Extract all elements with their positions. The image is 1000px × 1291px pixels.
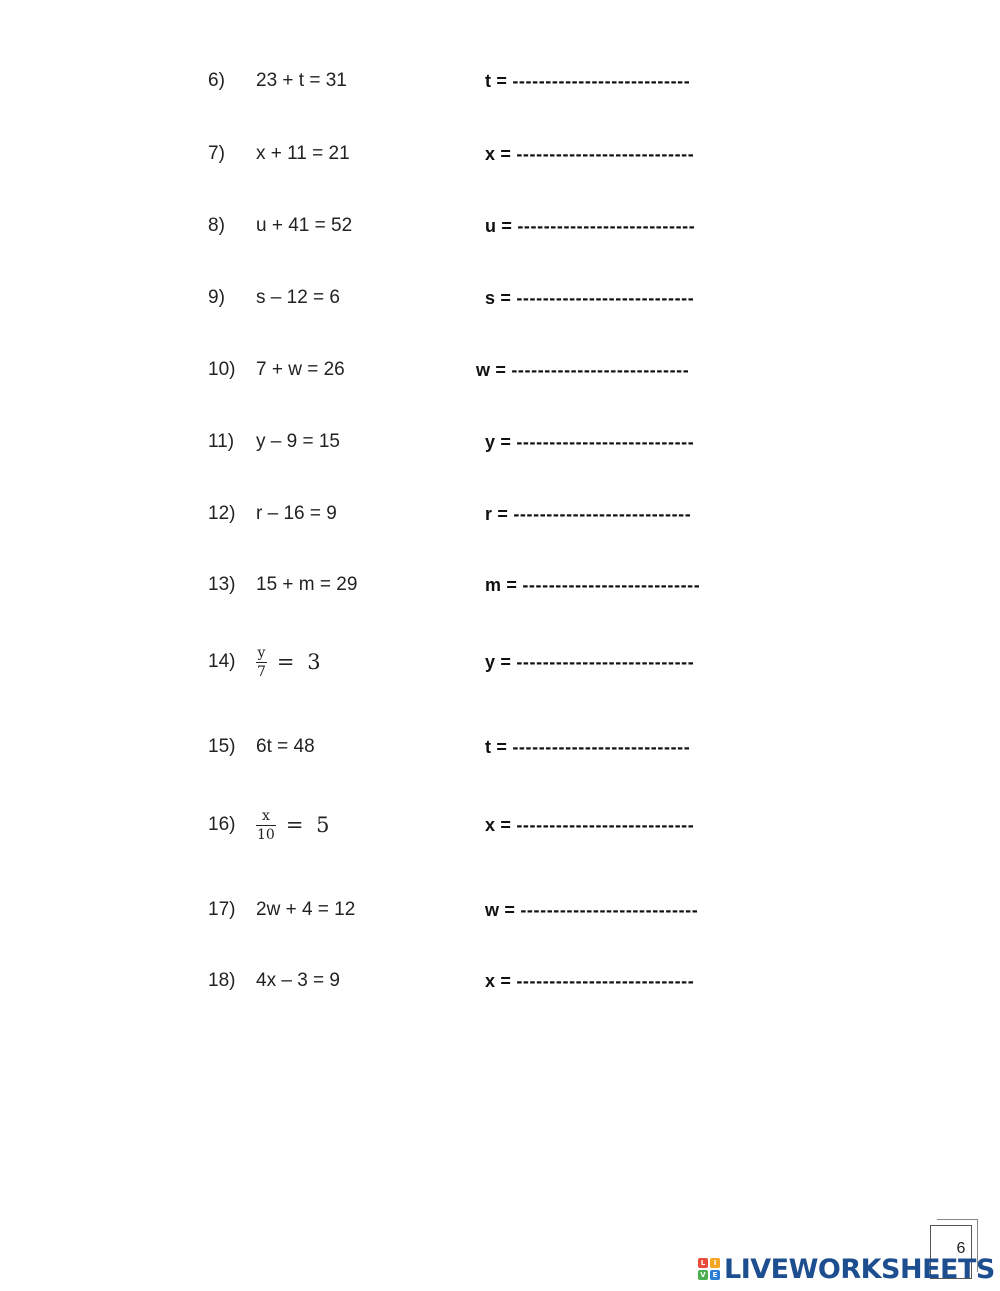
answer-blank[interactable]: ---------------------------	[512, 737, 691, 757]
answer-blank[interactable]: ---------------------------	[511, 360, 690, 380]
answer-line[interactable]	[485, 211, 695, 241]
answer-line[interactable]	[485, 966, 694, 996]
answer-line[interactable]	[485, 283, 694, 313]
problem-number: 18)	[208, 970, 236, 991]
problem-row	[0, 283, 1000, 313]
problem-number: 14)	[208, 651, 236, 672]
problem-row	[0, 966, 1000, 996]
problem-number: 7)	[208, 143, 225, 164]
answer-blank[interactable]: ---------------------------	[512, 71, 691, 91]
answer-variable: y =	[485, 432, 512, 452]
answer-line[interactable]	[485, 895, 698, 925]
answer-variable: t =	[485, 737, 508, 757]
answer-blank[interactable]: ---------------------------	[516, 144, 695, 164]
fraction-denominator: 7	[257, 663, 266, 680]
fraction-numerator: x	[261, 807, 270, 824]
fraction-numerator: y	[257, 644, 266, 661]
problem-row	[0, 895, 1000, 925]
answer-variable: x =	[485, 144, 512, 164]
problem-row	[0, 644, 1000, 680]
problem-number: 17)	[208, 899, 236, 920]
answer-variable: x =	[485, 815, 512, 835]
problem-row	[0, 427, 1000, 457]
fraction-denominator: 10	[257, 826, 275, 843]
answer-line[interactable]	[485, 732, 690, 762]
logo-letter-v: V	[698, 1270, 708, 1280]
problem-number: 9)	[208, 287, 225, 308]
answer-line[interactable]	[476, 355, 689, 385]
answer-variable: w =	[485, 900, 516, 920]
answer-blank[interactable]: ---------------------------	[522, 575, 701, 595]
answer-line[interactable]	[485, 647, 694, 677]
logo-letter-i: I	[710, 1258, 720, 1268]
answer-variable: x =	[485, 971, 512, 991]
page-number: 6	[956, 1240, 966, 1257]
problem-number: 10)	[208, 359, 236, 380]
problem-row	[0, 355, 1000, 385]
answer-variable: r =	[485, 504, 509, 524]
problem-equation: 6t = 48	[256, 736, 315, 757]
answer-blank[interactable]: ---------------------------	[517, 216, 696, 236]
problem-equation: 7 + w = 26	[256, 359, 345, 380]
problem-equation: 23 + t = 31	[256, 70, 347, 91]
problem-row	[0, 807, 1000, 843]
answer-blank[interactable]: ---------------------------	[516, 652, 695, 672]
answer-variable: s =	[485, 288, 512, 308]
fraction-equation	[256, 639, 321, 685]
problem-number: 13)	[208, 574, 236, 595]
problem-equation: y – 9 = 15	[256, 431, 340, 452]
answer-variable: m =	[485, 575, 518, 595]
problem-number: 11)	[208, 431, 235, 452]
answer-variable: u =	[485, 216, 513, 236]
equation-rest: = 3	[276, 650, 321, 674]
problem-row	[0, 66, 1000, 96]
fraction-equation	[256, 802, 329, 848]
problem-row	[0, 570, 1000, 600]
answer-blank[interactable]: ---------------------------	[516, 432, 695, 452]
problem-equation: x + 11 = 21	[256, 143, 350, 164]
answer-line[interactable]	[485, 427, 694, 457]
logo-text: LIVEWORKSHEETS	[724, 1253, 995, 1285]
problem-equation: 2w + 4 = 12	[256, 899, 356, 920]
problem-row	[0, 732, 1000, 762]
problem-equation: r – 16 = 9	[256, 503, 337, 524]
answer-blank[interactable]: ---------------------------	[516, 815, 695, 835]
answer-line[interactable]	[485, 570, 700, 600]
answer-blank[interactable]: ---------------------------	[516, 971, 695, 991]
answer-blank[interactable]: ---------------------------	[516, 288, 695, 308]
answer-variable: y =	[485, 652, 512, 672]
problem-number: 16)	[208, 814, 236, 835]
fraction-bar	[256, 662, 267, 663]
problem-equation: u + 41 = 52	[256, 215, 353, 236]
problem-number: 15)	[208, 736, 236, 757]
problem-number: 8)	[208, 215, 225, 236]
answer-blank[interactable]: ---------------------------	[520, 900, 699, 920]
answer-variable: t =	[485, 71, 508, 91]
liveworksheets-logo[interactable]	[698, 1252, 995, 1286]
problem-row	[0, 211, 1000, 241]
answer-line[interactable]	[485, 810, 694, 840]
logo-letter-l: L	[698, 1258, 708, 1268]
problem-number: 6)	[208, 70, 225, 91]
answer-line[interactable]	[485, 139, 694, 169]
problem-equation: 15 + m = 29	[256, 574, 358, 595]
problem-equation: s – 12 = 6	[256, 287, 340, 308]
fraction	[256, 808, 276, 843]
logo-letter-e: E	[710, 1270, 720, 1280]
equation-rest: = 5	[285, 813, 330, 837]
answer-line[interactable]	[485, 66, 690, 96]
answer-line[interactable]	[485, 499, 691, 529]
problem-row	[0, 499, 1000, 529]
answer-variable: w =	[476, 360, 507, 380]
problem-equation: 4x – 3 = 9	[256, 970, 340, 991]
fraction	[256, 645, 267, 680]
fraction-bar	[256, 825, 276, 826]
logo-mark-icon	[698, 1258, 720, 1280]
answer-blank[interactable]: ---------------------------	[513, 504, 692, 524]
problem-number: 12)	[208, 503, 236, 524]
problem-row	[0, 139, 1000, 169]
